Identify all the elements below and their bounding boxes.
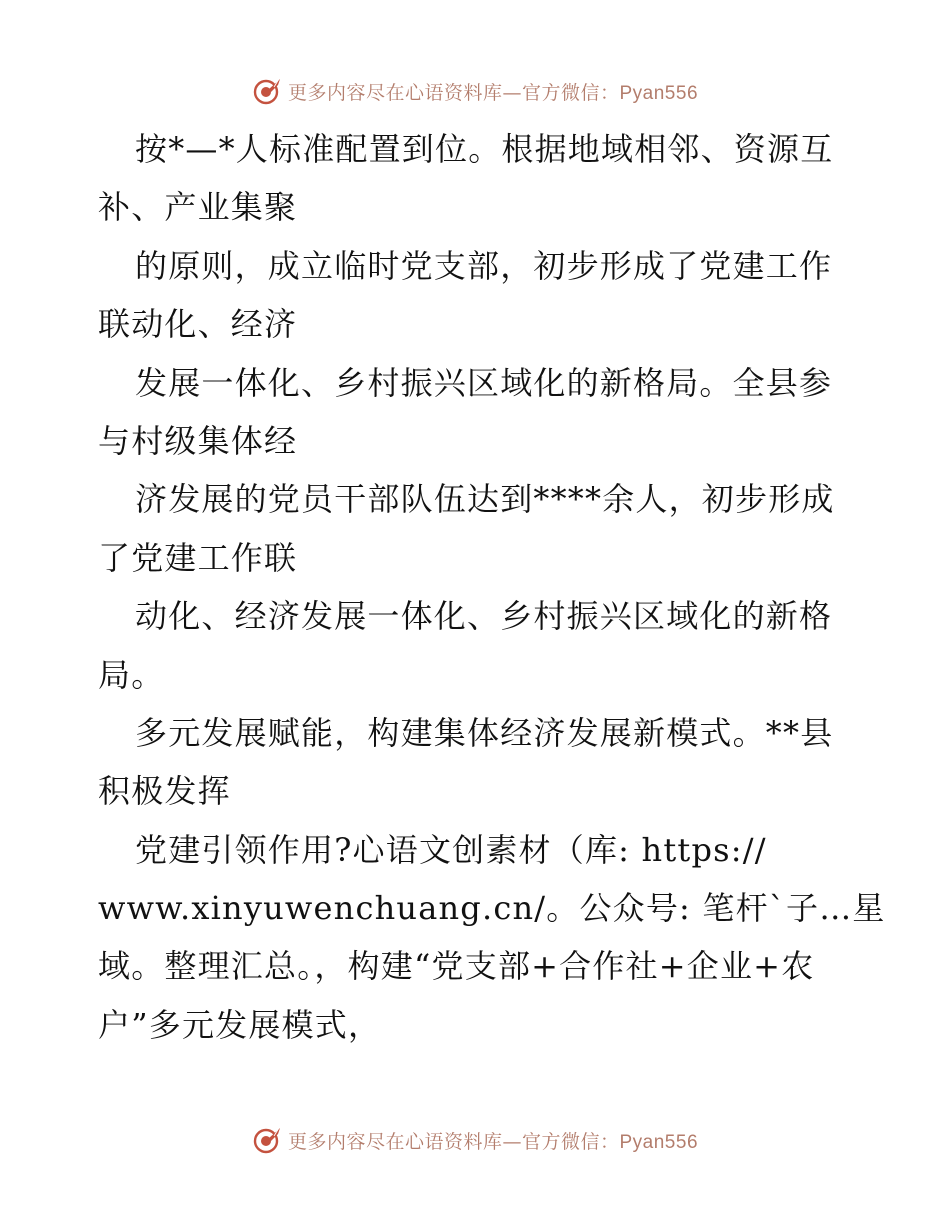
- text-line: 与村级集体经: [98, 421, 298, 460]
- quill-logo-icon: [252, 1125, 282, 1155]
- text-line: 党建引领作用?心语文创素材（库: https://: [135, 830, 767, 869]
- footer-banner: [0, 1120, 950, 1160]
- text-line: 了党建工作联: [98, 538, 298, 577]
- text-line: 域。整理汇总。，构建“党支部+合作社+企业+农: [98, 947, 815, 986]
- header-banner: [0, 71, 950, 111]
- header-banner-text: 更多内容尽在心语资料库—官方微信：: [287, 81, 620, 104]
- text-line: 积极发挥: [98, 772, 231, 811]
- text-line: 补、产业集聚: [98, 188, 298, 227]
- text-line: 的原则，成立临时党支部，初步形成了党建工作: [135, 246, 833, 285]
- footer-wechat-id: Pyan556: [619, 1131, 699, 1153]
- text-line: 发展一体化、乡村振兴区域化的新格局。全县参: [135, 363, 833, 402]
- text-line: 局。: [98, 655, 165, 694]
- text-line: www.xinyuwenchuang.cn/。公众号: 笔杆`子…星: [98, 889, 886, 928]
- text-line: 多元发展赋能，构建集体经济发展新模式。**县: [135, 713, 834, 752]
- text-line: 户”多元发展模式，: [98, 1005, 382, 1044]
- header-wechat-id: Pyan556: [619, 82, 699, 104]
- text-line: 动化、经济发展一体化、乡村振兴区域化的新格: [135, 597, 833, 636]
- document-body: [98, 120, 886, 1054]
- quill-logo-icon: [252, 76, 282, 106]
- text-line: 联动化、经济: [98, 305, 298, 344]
- footer-banner-text: 更多内容尽在心语资料库—官方微信：: [287, 1130, 620, 1153]
- text-line: 济发展的党员干部队伍达到****余人，初步形成: [135, 480, 835, 519]
- text-line: 按*—*人标准配置到位。根据地域相邻、资源互: [135, 130, 834, 168]
